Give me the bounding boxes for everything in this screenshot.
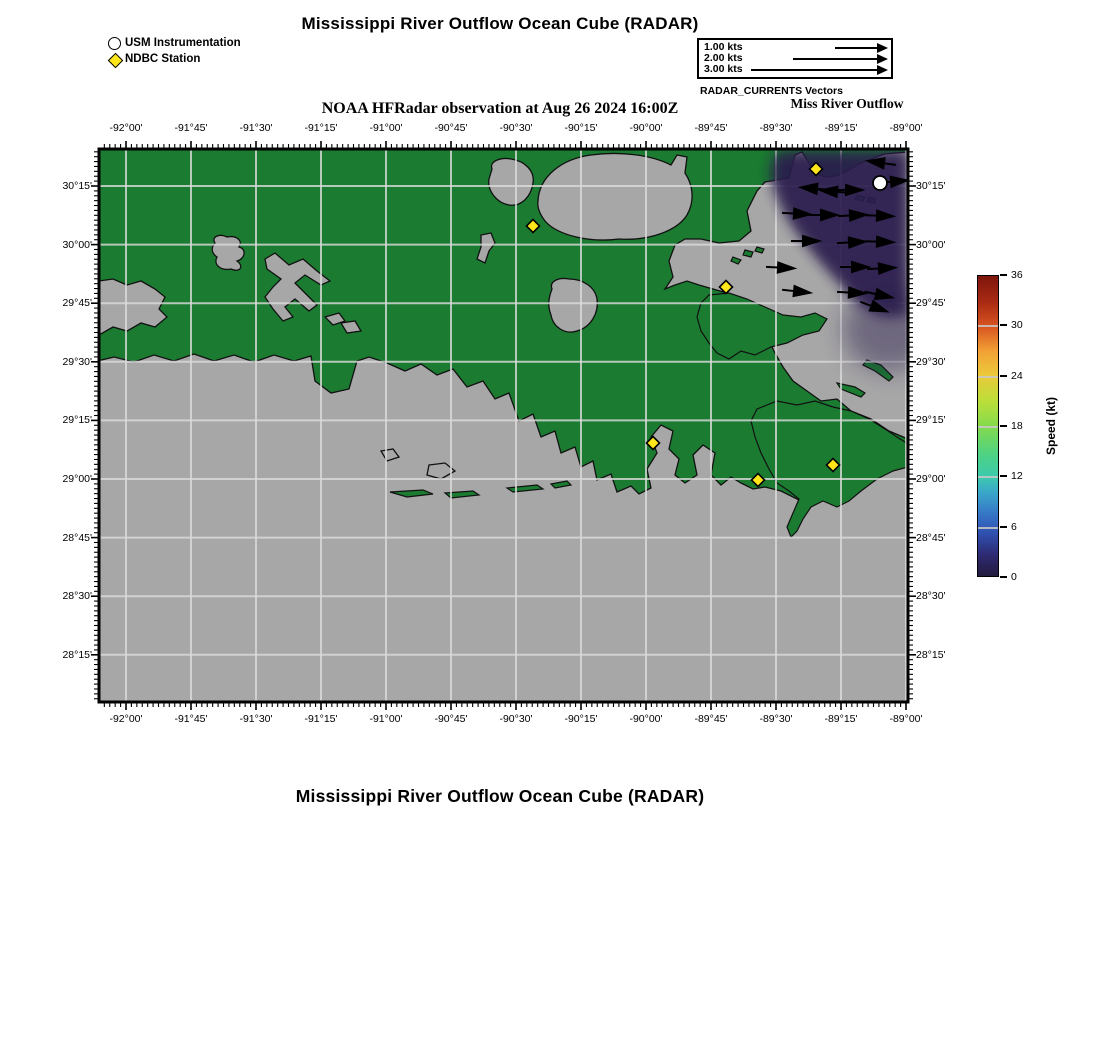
- lon-tick-label-top: -91°45': [174, 122, 208, 134]
- colorbar-gridline: [978, 476, 998, 478]
- colorbar-tick-label: 0: [1011, 571, 1017, 583]
- lon-tick-label-bottom: -90°45': [434, 713, 468, 725]
- lon-tick-label-top: -89°45': [694, 122, 728, 134]
- lat-tick-label-left: 29°45': [62, 297, 92, 309]
- vector-scale-arrow-icon: [793, 58, 877, 60]
- usm-legend-label: USM Instrumentation: [125, 37, 241, 49]
- colorbar-tick-label: 36: [1011, 269, 1023, 281]
- page-title: Mississippi River Outflow Ocean Cube (RADAR): [301, 14, 699, 33]
- lon-tick-label-top: -91°00': [369, 122, 403, 134]
- usm-station-marker: [873, 176, 887, 190]
- observation-subtitle: NOAA HFRadar observation at Aug 26 2024 16:00Z: [321, 100, 679, 117]
- colorbar-gridline: [978, 527, 998, 529]
- vector-scale-legend: [697, 38, 893, 79]
- lat-tick-label-left: 29°15': [62, 414, 92, 426]
- colorbar-tick-mark: [1000, 526, 1007, 528]
- lon-tick-label-bottom: -91°00': [369, 713, 403, 725]
- lat-tick-label-left: 28°30': [62, 590, 92, 602]
- colorbar-gridline: [978, 426, 998, 428]
- lon-tick-label-bottom: -91°45': [174, 713, 208, 725]
- vector-scale-label: 3.00 kts: [704, 63, 743, 75]
- lon-tick-label-top: -91°15': [304, 122, 338, 134]
- small-lake-nw: [212, 235, 244, 270]
- colorbar-tick-mark: [1000, 475, 1007, 477]
- lat-tick-label-left: 30°15': [62, 180, 92, 192]
- lake-pontchartrain: [538, 153, 692, 240]
- lat-tick-label-right: 30°15': [916, 180, 946, 192]
- ndbc-legend-label: NDBC Station: [125, 53, 201, 65]
- lon-tick-label-bottom: -89°30': [759, 713, 793, 725]
- vector-scale-label: 2.00 kts: [704, 52, 743, 64]
- speed-colorbar: [977, 275, 999, 577]
- lon-tick-label-top: -90°15': [564, 122, 598, 134]
- colorbar-gridline: [978, 325, 998, 327]
- colorbar-tick-label: 18: [1011, 420, 1023, 432]
- lon-tick-label-top: -90°30': [499, 122, 533, 134]
- lon-tick-label-bottom: -91°30': [239, 713, 273, 725]
- lon-tick-label-top: -89°15': [824, 122, 858, 134]
- lon-tick-label-bottom: -89°00': [889, 713, 923, 725]
- lon-tick-label-bottom: -91°15': [304, 713, 338, 725]
- colorbar-tick-mark: [1000, 375, 1007, 377]
- lat-tick-label-right: 29°00': [916, 473, 946, 485]
- lake-maurepas: [489, 158, 534, 205]
- lon-tick-label-top: -89°00': [889, 122, 923, 134]
- lat-tick-label-right: 28°15': [916, 649, 946, 661]
- usm-circle-icon: [108, 37, 121, 50]
- vector-scale-arrow-icon: [835, 47, 877, 49]
- lat-tick-label-right: 30°00': [916, 239, 946, 251]
- colorbar-tick-label: 12: [1011, 470, 1023, 483]
- colorbar-tick-label: 30: [1011, 319, 1023, 332]
- lat-tick-label-right: 29°15': [916, 414, 946, 426]
- colorbar-tick-label: 24: [1011, 369, 1023, 382]
- lat-tick-label-left: 28°15': [62, 649, 92, 661]
- colorbar-tick-mark: [1000, 425, 1007, 427]
- lon-tick-label-top: -90°00': [629, 122, 663, 134]
- lat-tick-label-right: 28°30': [916, 590, 946, 602]
- colorbar-tick-mark: [1000, 274, 1007, 276]
- lat-tick-label-left: 28°45': [62, 532, 92, 544]
- lon-tick-label-bottom: -90°00': [629, 713, 663, 725]
- vector-legend-caption: RADAR_CURRENTS Vectors: [700, 85, 843, 97]
- lat-tick-label-left: 29°00': [62, 473, 92, 485]
- colorbar-label: Speed (kt): [1044, 397, 1058, 456]
- lat-tick-label-left: 30°00': [62, 239, 92, 251]
- lon-tick-label-top: -91°30': [239, 122, 273, 134]
- vector-scale-arrow-icon: [751, 69, 877, 71]
- lon-tick-label-bottom: -90°15': [564, 713, 598, 725]
- ndbc-diamond-icon: [108, 53, 124, 69]
- lat-tick-label-right: 29°30': [916, 356, 946, 368]
- lon-tick-label-top: -89°30': [759, 122, 793, 134]
- colorbar-gridline: [978, 376, 998, 378]
- colorbar-tick-mark: [1000, 576, 1007, 578]
- lat-tick-label-left: 29°30': [62, 356, 92, 368]
- lon-tick-label-top: -90°45': [434, 122, 468, 134]
- map-canvas: [89, 139, 918, 712]
- lon-tick-label-bottom: -90°30': [499, 713, 533, 725]
- region-label: Miss River Outflow: [790, 96, 904, 111]
- colorbar-tick-label: 6: [1011, 520, 1017, 533]
- marsh-speck-3: [743, 250, 753, 257]
- lon-tick-label-bottom: -89°15': [824, 713, 858, 725]
- lat-tick-label-right: 28°45': [916, 532, 946, 544]
- lon-tick-label-bottom: -89°45': [694, 713, 728, 725]
- lon-tick-label-top: -92°00': [109, 122, 143, 134]
- vector-scale-label: 1.00 kts: [704, 41, 743, 53]
- lat-tick-label-right: 29°45': [916, 297, 946, 309]
- lon-tick-label-bottom: -92°00': [109, 713, 143, 725]
- footer-title: Mississippi River Outflow Ocean Cube (RADAR): [295, 786, 705, 806]
- colorbar-tick-mark: [1000, 324, 1007, 326]
